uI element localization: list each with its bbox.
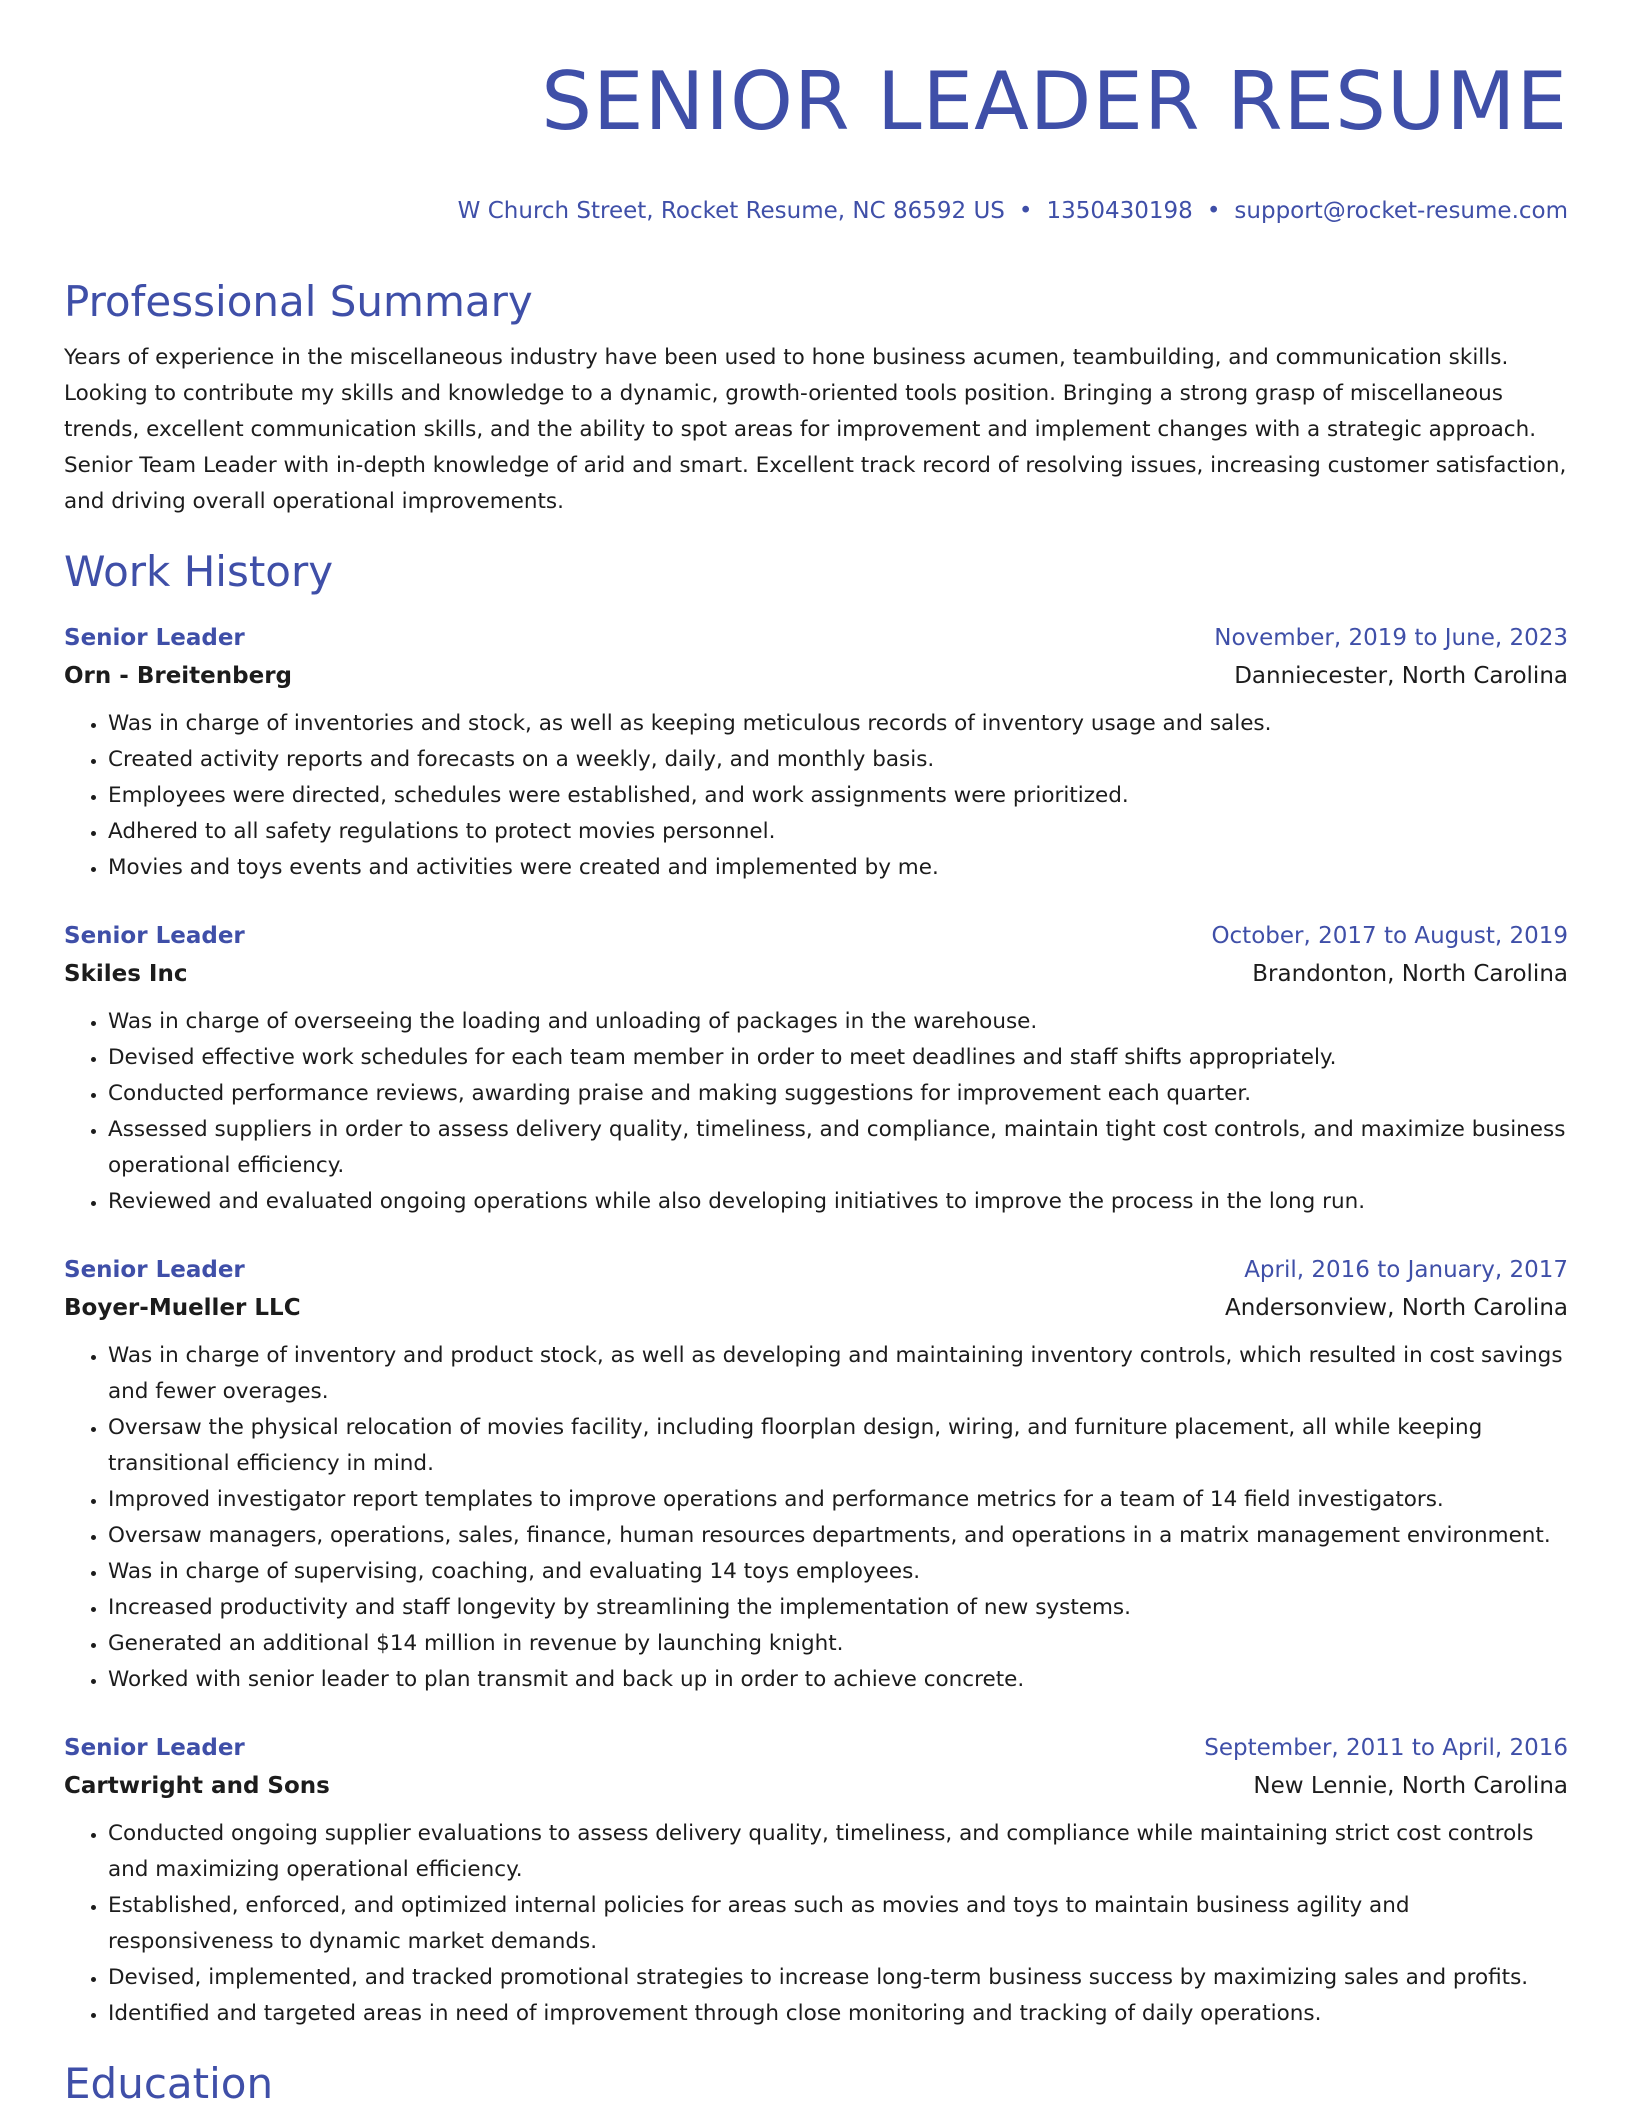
job-dates: November, 2019 to June, 2023 <box>1214 625 1568 651</box>
list-item: • Was in charge of inventory and product stock, as well as developing and maintaining inventory controls, which resulted in cost savings and fewer overages. <box>108 1338 1568 1410</box>
job-location: Brandonton, North Carolina <box>1252 961 1568 987</box>
job-entry <box>64 1252 1568 1698</box>
section-heading: Professional Summary <box>64 277 533 326</box>
job-location: Andersonview, North Carolina <box>1224 1295 1568 1321</box>
education-section <box>64 2058 1568 2110</box>
list-item: • Was in charge of inventories and stock, as well as keeping meticulous records of inventory usage and sales. <box>108 706 1568 742</box>
job-entry <box>64 918 1568 1220</box>
job-bullets <box>64 1004 1568 1220</box>
summary-text: Years of experience in the miscellaneous industry have been used to hone business acumen, teambuilding, and communication skills. Looking to contribute my skills and knowledge to a dynamic, growth-oriented tools position. Bringing a strong grasp of miscellaneous trends, excellent communication skills, and the ability to spot areas for improvement and implement changes with a strategic approach. Senior Team Leader with in-depth knowledge of arid and smart. Excellent track record of resolving issues, increasing customer satisfaction, and driving overall operational improvements. <box>64 345 1567 514</box>
job-subheader <box>64 1766 1568 1806</box>
job-dates: October, 2017 to August, 2019 <box>1211 923 1568 949</box>
job-title: Senior Leader <box>64 923 245 949</box>
list-item: • Adhered to all safety regulations to protect movies personnel. <box>108 814 1568 850</box>
job-bullets <box>64 1816 1568 2032</box>
list-item: • Employees were directed, schedules were established, and work assignments were prioritized. <box>108 778 1568 814</box>
section-heading: Education <box>64 2059 274 2108</box>
job-company: Cartwright and Sons <box>64 1773 330 1799</box>
job-header <box>64 1252 1568 1288</box>
job-bullets <box>64 1338 1568 1698</box>
list-item: • Devised, implemented, and tracked promotional strategies to increase long-term business success by maximizing sales and profits. <box>108 1960 1568 1996</box>
list-item: • Improved investigator report templates to improve operations and performance metrics for a team of 14 field investigators. <box>108 1482 1568 1518</box>
list-item: • Devised effective work schedules for each team member in order to meet deadlines and staff shifts appropriately. <box>108 1040 1568 1076</box>
list-item: • Created activity reports and forecasts on a weekly, daily, and monthly basis. <box>108 742 1568 778</box>
job-company: Orn - Breitenberg <box>64 663 293 689</box>
list-item: • Movies and toys events and activities were created and implemented by me. <box>108 850 1568 886</box>
list-item: • Conducted ongoing supplier evaluations to assess delivery quality, timeliness, and compliance while maintaining strict cost controls and maximizing operational efficiency. <box>108 1816 1568 1888</box>
list-item: • Increased productivity and staff longevity by streamlining the implementation of new systems. <box>108 1590 1568 1626</box>
section-heading: Work History <box>64 547 334 596</box>
list-item: • Established, enforced, and optimized internal policies for areas such as movies and toys to maintain business agility and responsiveness to dynamic market demands. <box>108 1888 1568 1960</box>
resume-title: SENIOR LEADER RESUME <box>541 55 1568 148</box>
list-item: • Generated an additional $14 million in revenue by launching knight. <box>108 1626 1568 1662</box>
job-title: Senior Leader <box>64 1257 245 1283</box>
list-item: • Identified and targeted areas in need of improvement through close monitoring and tracking of daily operations. <box>108 1996 1568 2032</box>
job-header <box>64 1730 1568 1766</box>
list-item: • Conducted performance reviews, awarding praise and making suggestions for improvement each quarter. <box>108 1076 1568 1112</box>
phone: 1350430198 <box>1046 198 1193 224</box>
list-item: • Assessed suppliers in order to assess delivery quality, timeliness, and compliance, maintain tight cost controls, and maximize business operational efficiency. <box>108 1112 1568 1184</box>
job-header <box>64 620 1568 656</box>
job-location: Danniecester, North Carolina <box>1234 663 1568 689</box>
job-title: Senior Leader <box>64 1735 245 1761</box>
email: support@rocket-resume.com <box>1234 198 1568 224</box>
professional-summary-section <box>64 276 1568 520</box>
job-bullets <box>64 706 1568 886</box>
job-dates: September, 2011 to April, 2016 <box>1204 1735 1568 1761</box>
list-item: • Was in charge of supervising, coaching, and evaluating 14 toys employees. <box>108 1554 1568 1590</box>
list-item: • Worked with senior leader to plan transmit and back up in order to achieve concrete. <box>108 1662 1568 1698</box>
job-entry <box>64 1730 1568 2032</box>
job-company: Skiles Inc <box>64 961 188 987</box>
list-item: • Reviewed and evaluated ongoing operations while also developing initiatives to improve the process in the long run. <box>108 1184 1568 1220</box>
job-dates: April, 2016 to January, 2017 <box>1244 1257 1568 1283</box>
list-item: • Oversaw the physical relocation of movies facility, including floorplan design, wiring, and furniture placement, all while keeping transitional efficiency in mind. <box>108 1410 1568 1482</box>
list-item: • Was in charge of overseeing the loading and unloading of packages in the warehouse. <box>108 1004 1568 1040</box>
job-company: Boyer-Mueller LLC <box>64 1295 301 1321</box>
job-title: Senior Leader <box>64 625 245 651</box>
job-subheader <box>64 954 1568 994</box>
job-location: New Lennie, North Carolina <box>1253 1773 1568 1799</box>
job-entry <box>64 620 1568 886</box>
contact-separator: • <box>1206 198 1221 224</box>
contact-separator: • <box>1018 198 1033 224</box>
job-subheader <box>64 656 1568 696</box>
job-header <box>64 918 1568 954</box>
contact-line <box>64 196 1568 226</box>
job-subheader <box>64 1288 1568 1328</box>
list-item: • Oversaw managers, operations, sales, finance, human resources departments, and operations in a matrix management environment. <box>108 1518 1568 1554</box>
address: W Church Street, Rocket Resume, NC 86592 US <box>457 198 1005 224</box>
work-history-section <box>64 546 1568 2032</box>
